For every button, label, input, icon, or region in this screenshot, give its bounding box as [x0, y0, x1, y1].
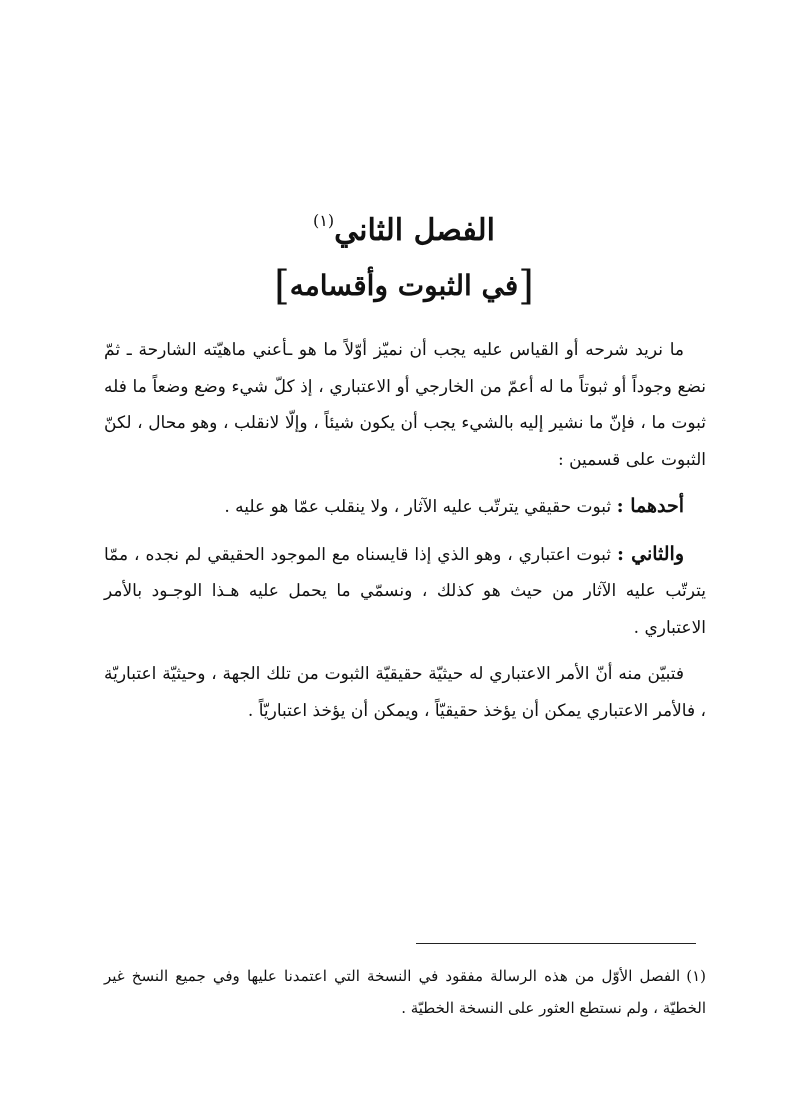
subtitle-open-bracket: [ [518, 263, 534, 309]
footnote [104, 960, 706, 1024]
paragraph-first-type-text: ثبوت حقيقي يترتّب عليه الآثار ، ولا ينقلب عمّا هو عليه . [224, 497, 617, 517]
chapter-subtitle-text: في الثبوت وأقسامه [289, 269, 519, 302]
body-text [104, 332, 706, 739]
chapter-title [0, 196, 808, 256]
footnote-divider [416, 943, 696, 944]
subtitle-close-bracket: ] [274, 263, 290, 309]
paragraph-second-type-text: ثبوت اعتباري ، وهو الذي إذا قايسناه مع الموجود الحقيقي لم نجده ، ممّا يترتّب عليه الآثار من حيث هو كذلك ، ونسمّي ما يحمل عليه هـذا الوجـود بالأمر الاعتباري . [104, 544, 706, 638]
chapter-subtitle [0, 262, 808, 310]
chapter-title-text: الفصل الثاني [334, 213, 495, 248]
footnote-reference[interactable]: (١) [313, 211, 335, 230]
paragraph-second-type [104, 536, 706, 647]
paragraph-first-type-lead: أحدهما : [616, 495, 684, 517]
paragraph-conclusion: فتبيّن منه أنّ الأمر الاعتباري له حيثيّة حقيقيّة الثبوت من تلك الجهة ، وحيثيّة اعتباريّة ، فالأمر الاعتباري يمكن أن يؤخذ حقيقيّاً ، ويمكن أن يؤخذ اعتباريّاً . [104, 664, 706, 721]
paragraph-first-type [104, 488, 706, 526]
paragraph-second-type-lead: والثاني : [616, 542, 684, 565]
footnote-text: الفصل الأوّل من هذه الرسالة مفقود في النسخة التي اعتمدنا عليها وفي جميع النسخ غير الخطيّة ، ولم نستطع العثور على النسخة الخطيّة . [104, 967, 706, 1017]
footnote-marker: (١) [686, 967, 706, 985]
paragraph-intro: ما نريد شرحه أو القياس عليه يجب أن نميّز أوّلاً ما هو ـأعني ماهيّته الشارحة ـ ثمّ نضع وجوداً أو ثبوتاً ما له أعمّ من الخارجي أو الاعتباري ، إذ كلّ شيء وضع وضعاً ما فله ثبوت ما ، فإنّ ما نشير إليه بالشيء يجب أن يكون شيئاً ، وإلّا لانقلب ، وهو محال ، لكنّ الثبوت على قسمين : [104, 340, 706, 470]
